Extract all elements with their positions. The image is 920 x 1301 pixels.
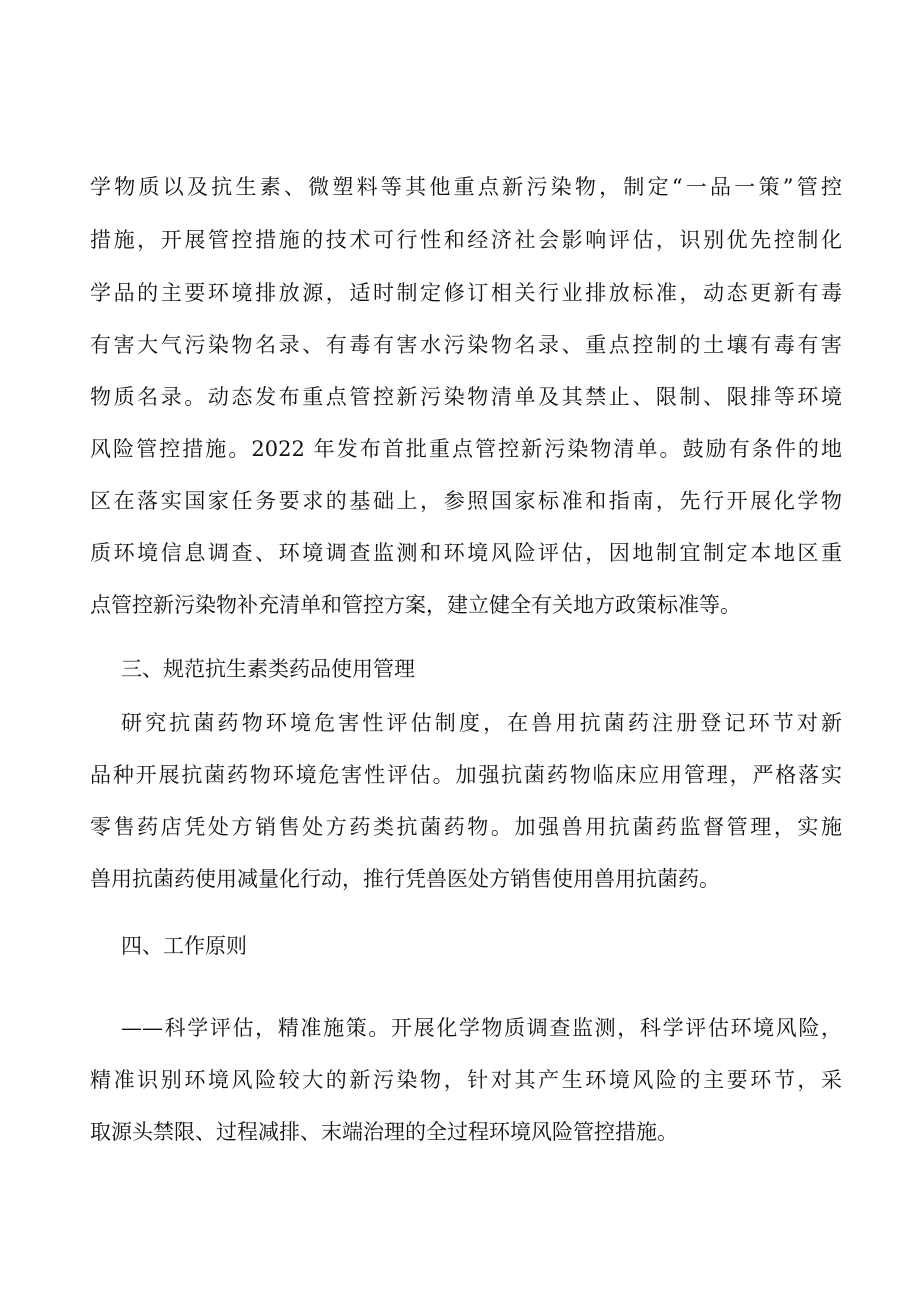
paragraph-line: ——科学评估，精准施策。开展化学物质调查监测，科学评估环境风险， [121, 1016, 842, 1040]
paragraph-line: 品种开展抗菌药物环境危害性评估。加强抗菌药物临床应用管理，严格落实 [90, 763, 842, 787]
paragraph-line: 点管控新污染物补充清单和管控方案，建立健全有关地方政策标准等。 [90, 593, 741, 617]
paragraph-line: 风险管控措施。2022 年发布首批重点管控新污染物清单。鼓励有条件的地 [90, 437, 842, 461]
paragraph-line: 措施，开展管控措施的技术可行性和经济社会影响评估，识别优先控制化 [90, 228, 842, 252]
paragraph-line: 兽用抗菌药使用减量化行动，推行凭兽医处方销售使用兽用抗菌药。 [90, 867, 720, 891]
paragraph-line: 有害大气污染物名录、有毒有害水污染物名录、重点控制的土壤有毒有害 [90, 333, 842, 357]
paragraph-line: 质环境信息调查、环境调查监测和环境风险评估，因地制宜制定本地区重 [90, 541, 842, 565]
section-3-heading: 三、规范抗生素类药品使用管理 [121, 657, 415, 681]
paragraph-line: 零售药店凭处方销售处方药类抗菌药物。加强兽用抗菌药监督管理，实施 [90, 815, 842, 839]
paragraph-line: 研究抗菌药物环境危害性评估制度，在兽用抗菌药注册登记环节对新 [121, 711, 842, 735]
paragraph-line: 物质名录。动态发布重点管控新污染物清单及其禁止、限制、限排等环境 [90, 385, 842, 409]
section-4-heading: 四、工作原则 [121, 934, 247, 958]
paragraph-line: 学物质以及抗生素、微塑料等其他重点新污染物，制定“一品一策”管控 [90, 175, 842, 199]
paragraph-line: 学品的主要环境排放源，适时制定修订相关行业排放标准，动态更新有毒 [90, 281, 842, 305]
paragraph-line: 区在落实国家任务要求的基础上，参照国家标准和指南，先行开展化学物 [90, 489, 842, 513]
paragraph-line: 取源头禁限、过程减排、末端治理的全过程环境风险管控措施。 [90, 1120, 678, 1144]
paragraph-line: 精准识别环境风险较大的新污染物，针对其产生环境风险的主要环节，采 [90, 1068, 842, 1092]
